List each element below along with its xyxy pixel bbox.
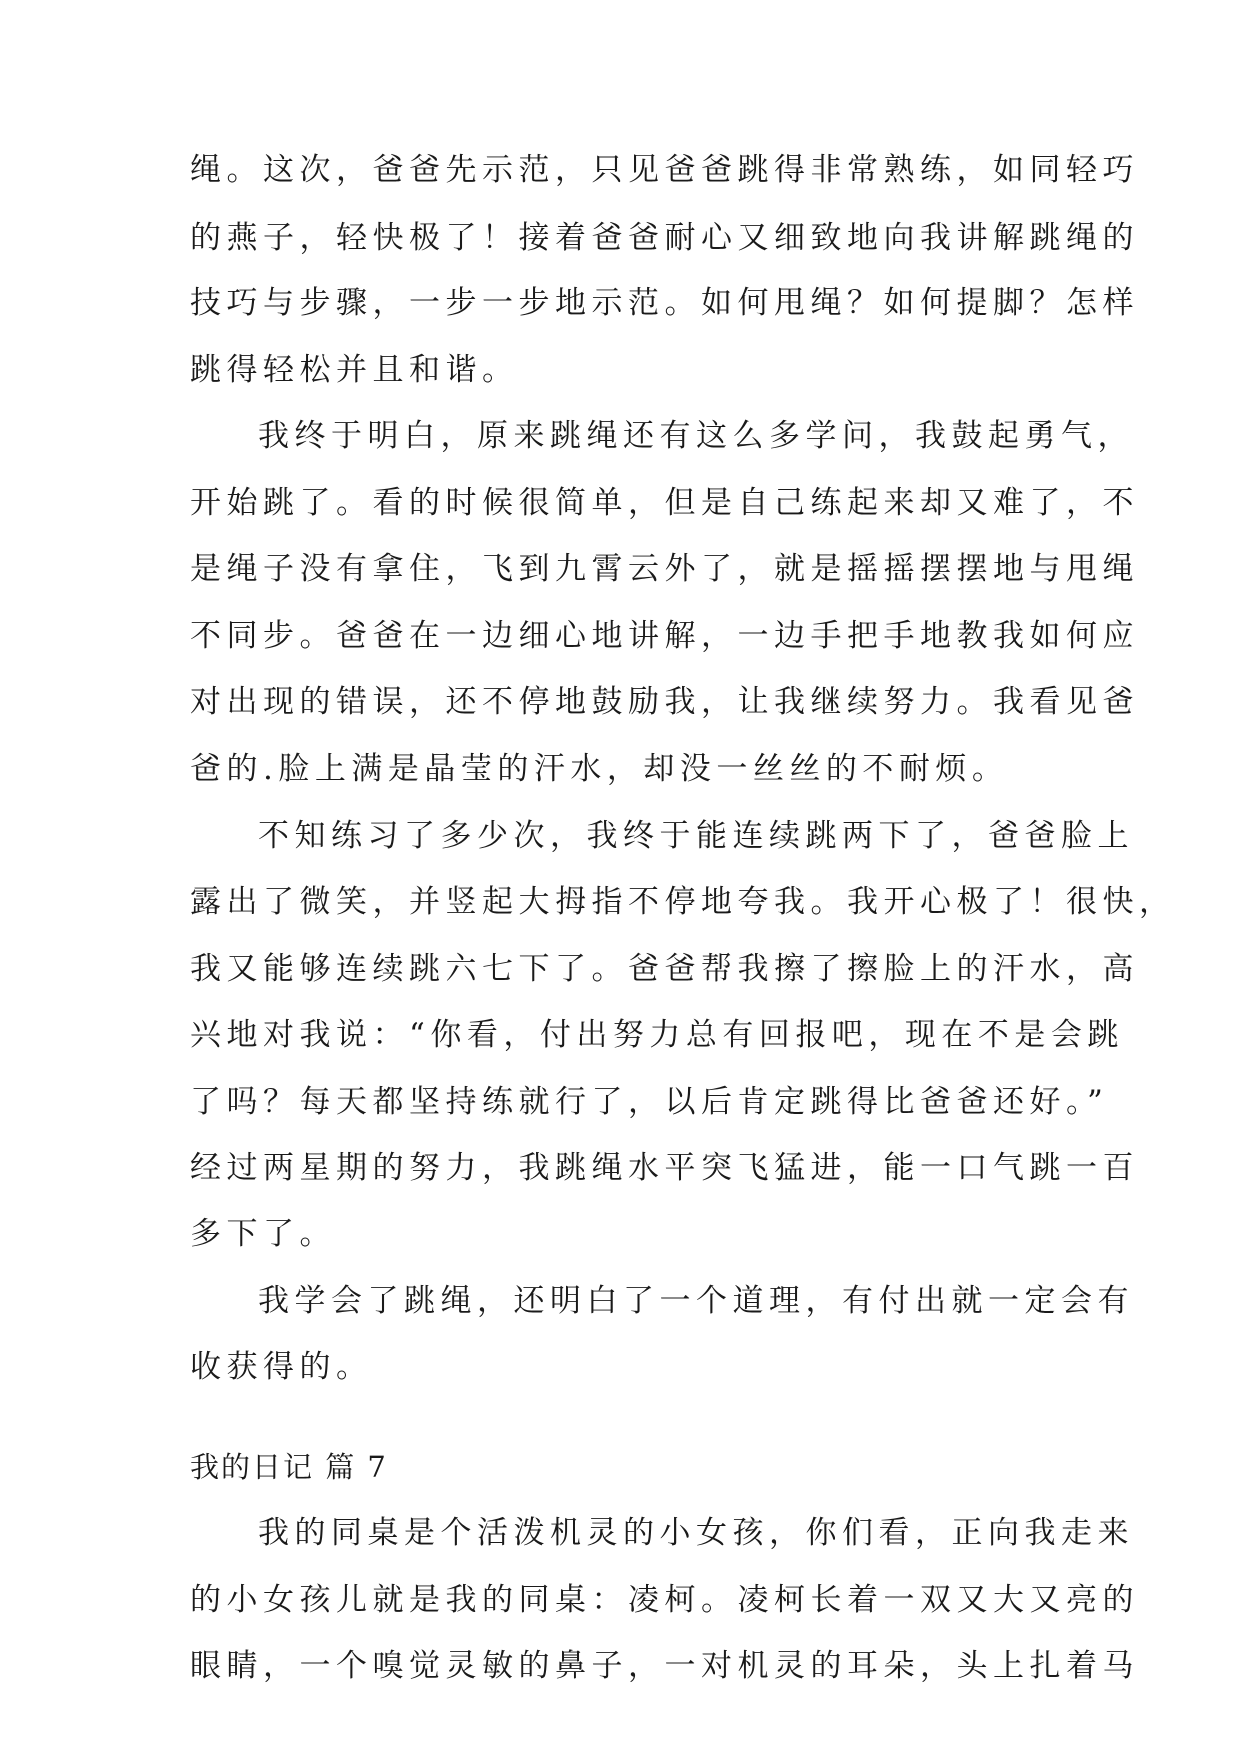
paragraph-3-line-5: 了吗？每天都坚持练就行了，以后肯定跳得比爸爸还好。” bbox=[190, 1084, 1109, 1120]
paragraph-1-line-3: 技巧与步骤，一步一步地示范。如何甩绳？如何提脚？怎样 bbox=[190, 285, 1139, 321]
paragraph-3-line-2: 露出了微笑，并竖起大拇指不停地夸我。我开心极了！很快， bbox=[190, 884, 1176, 920]
paragraph-3-line-3: 我又能够连续跳六七下了。爸爸帮我擦了擦脸上的汗水，高 bbox=[190, 951, 1139, 987]
paragraph-5-line-1: 我的同桌是个活泼机灵的小女孩，你们看，正向我走来 bbox=[258, 1515, 1134, 1551]
paragraph-2-line-2: 开始跳了。看的时候很简单，但是自己练起来却又难了，不 bbox=[190, 485, 1139, 521]
paragraph-3-line-7: 多下了。 bbox=[190, 1216, 336, 1252]
paragraph-2-line-6: 爸的.脸上满是晶莹的汗水，却没一丝丝的不耐烦。 bbox=[190, 751, 1009, 787]
paragraph-4-line-2: 收获得的。 bbox=[190, 1349, 373, 1385]
paragraph-5-line-2: 的小女孩儿就是我的同桌：凌柯。凌柯长着一双又大又亮的 bbox=[190, 1582, 1139, 1618]
paragraph-4-line-1: 我学会了跳绳，还明白了一个道理，有付出就一定会有 bbox=[258, 1283, 1134, 1319]
paragraph-1-line-1: 绳。这次，爸爸先示范，只见爸爸跳得非常熟练，如同轻巧 bbox=[190, 152, 1139, 188]
paragraph-2-line-3: 是绳子没有拿住，飞到九霄云外了，就是摇摇摆摆地与甩绳 bbox=[190, 551, 1139, 587]
paragraph-3-line-6: 经过两星期的努力，我跳绳水平突飞猛进，能一口气跳一百 bbox=[190, 1150, 1139, 1186]
paragraph-1-line-2: 的燕子，轻快极了！接着爸爸耐心又细致地向我讲解跳绳的 bbox=[190, 220, 1139, 256]
section-heading: 我的日记 篇 7 bbox=[190, 1450, 388, 1484]
paragraph-3-line-1: 不知练习了多少次，我终于能连续跳两下了，爸爸脸上 bbox=[258, 818, 1134, 854]
paragraph-2-line-4: 不同步。爸爸在一边细心地讲解，一边手把手地教我如何应 bbox=[190, 618, 1139, 654]
paragraph-2-line-1: 我终于明白，原来跳绳还有这么多学问，我鼓起勇气， bbox=[258, 418, 1134, 454]
paragraph-5-line-3: 眼睛，一个嗅觉灵敏的鼻子，一对机灵的耳朵，头上扎着马 bbox=[190, 1648, 1139, 1684]
paragraph-1-line-4: 跳得轻松并且和谐。 bbox=[190, 352, 519, 388]
paragraph-2-line-5: 对出现的错误，还不停地鼓励我，让我继续努力。我看见爸 bbox=[190, 684, 1139, 720]
paragraph-3-line-4: 兴地对我说：“你看，付出努力总有回报吧，现在不是会跳 bbox=[190, 1017, 1124, 1053]
